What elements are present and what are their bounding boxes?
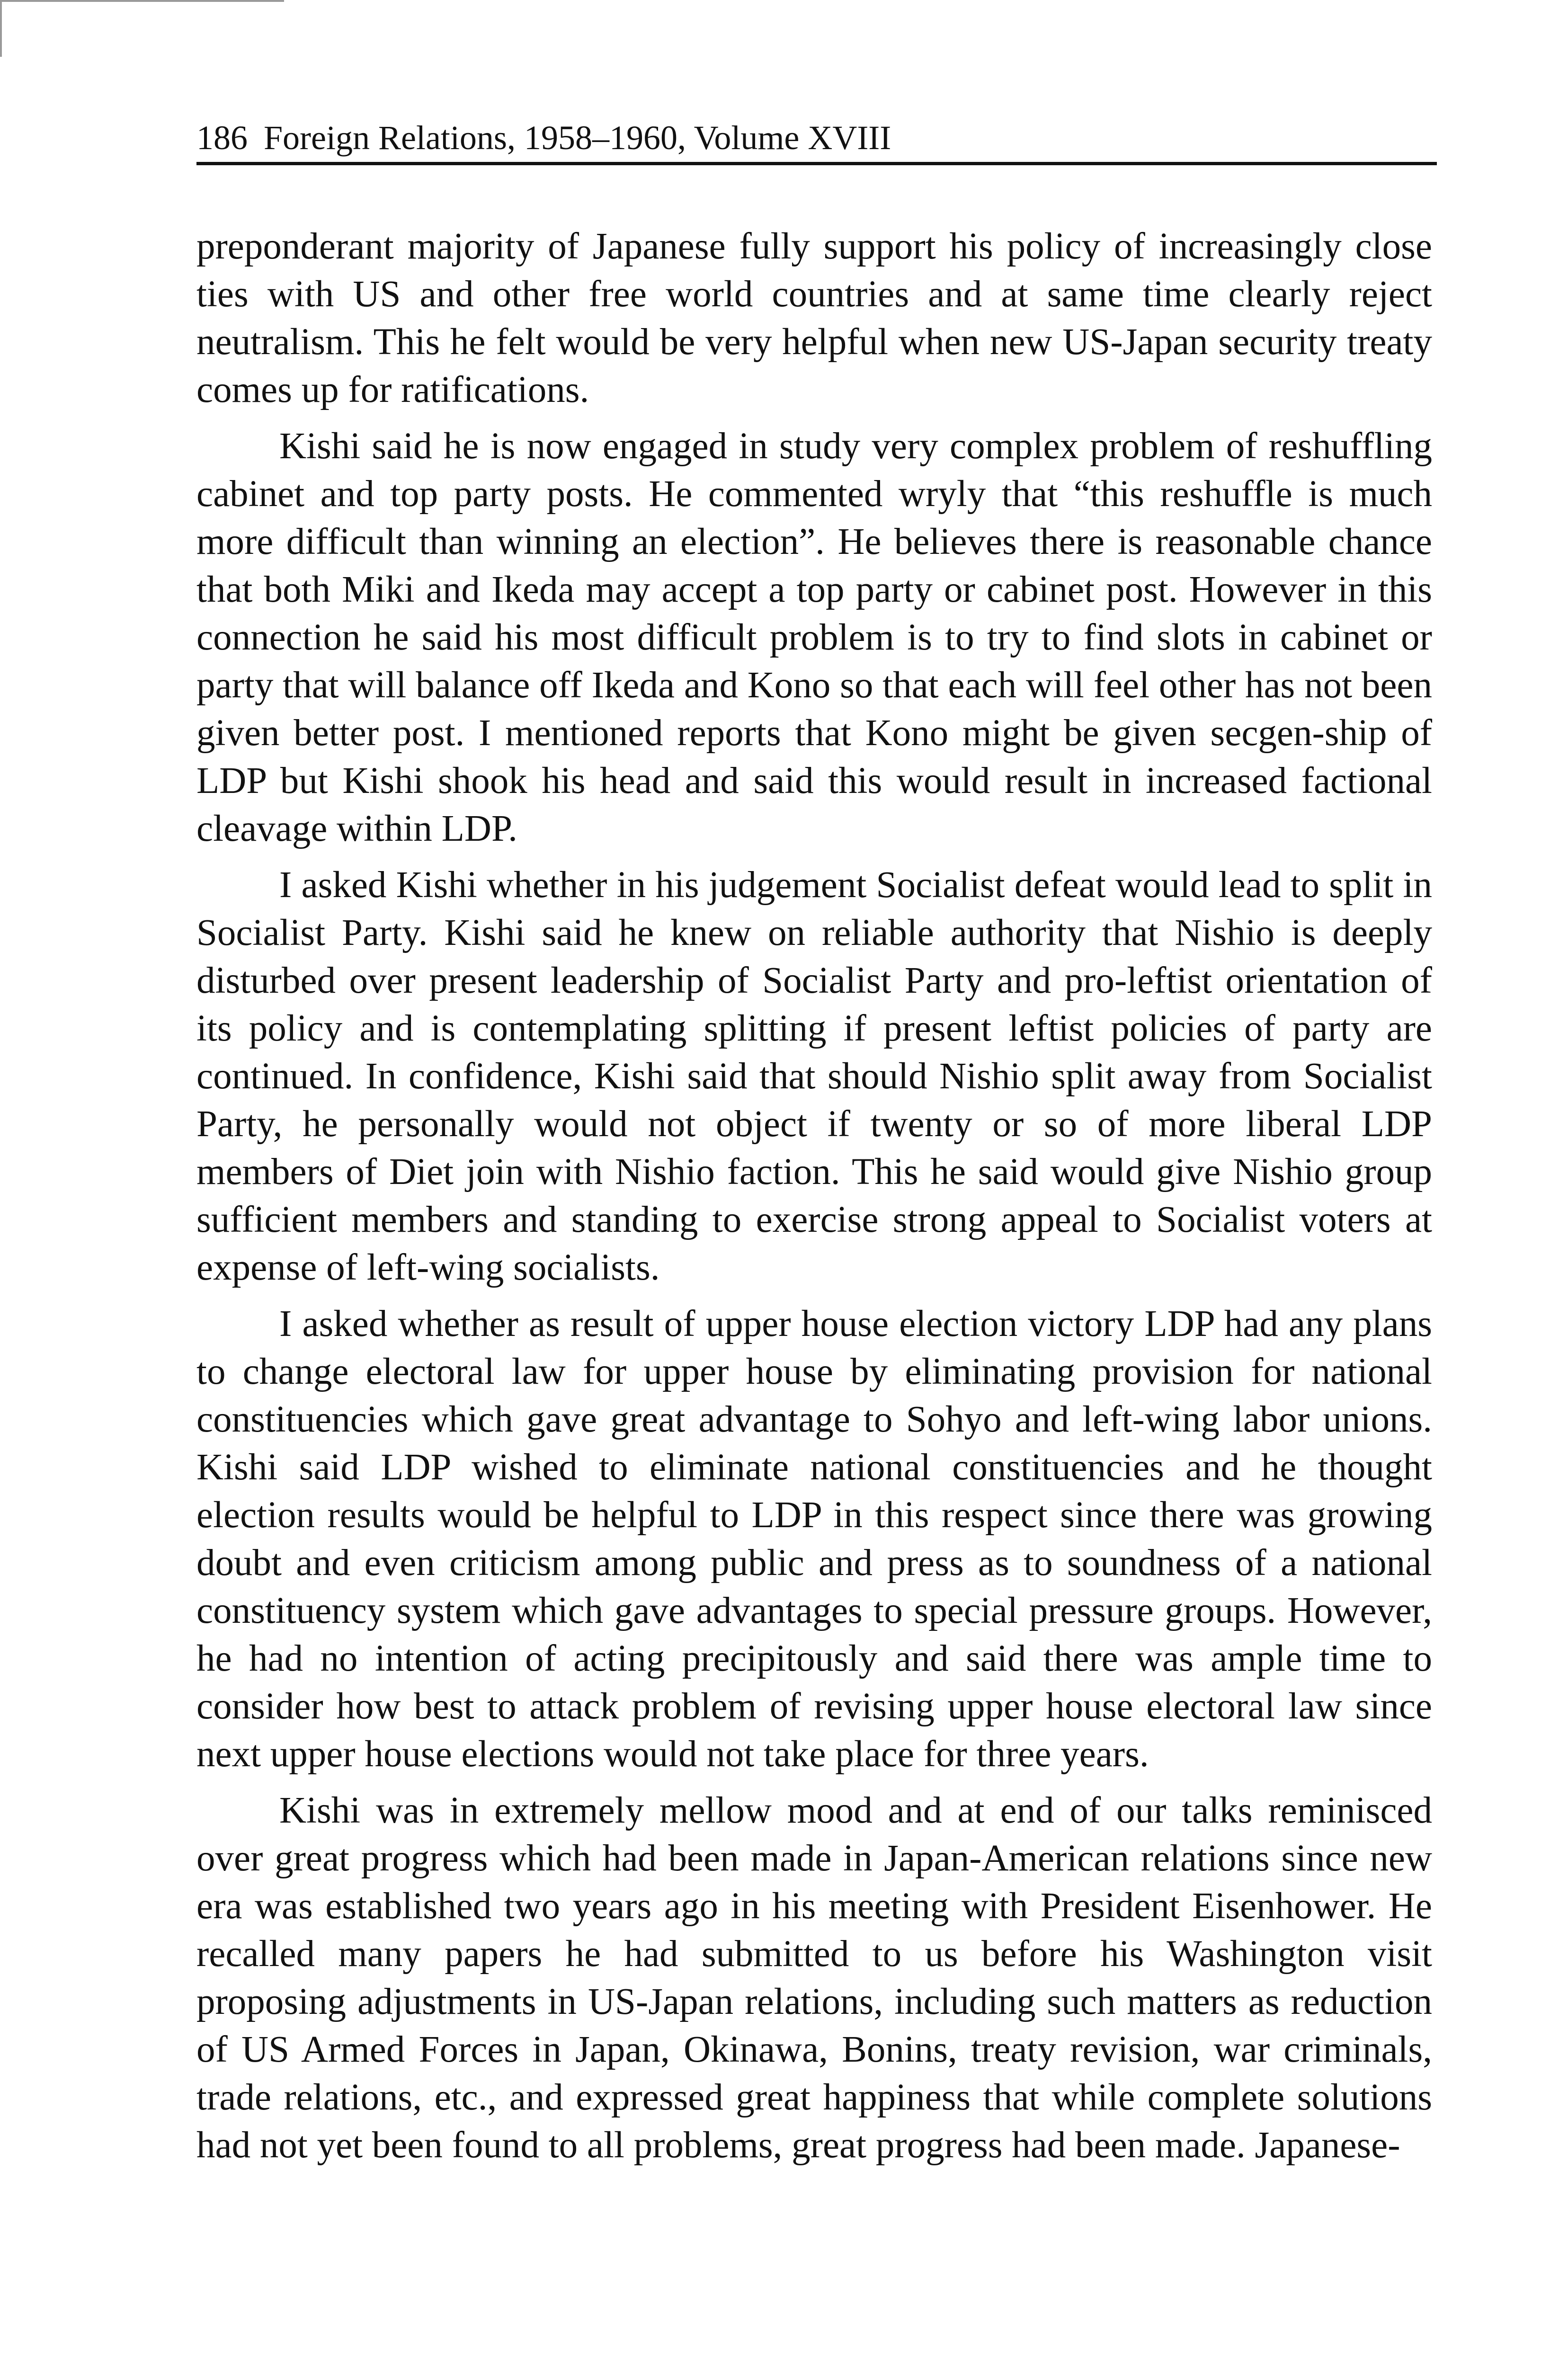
paragraph-cabinet-reshuffle: Kishi said he is now engaged in study very complex problem of reshuffling cabinet and top party posts. He commented wryly that “this reshuffle is much more difficult than winning an election”. He believes there is reasonable chance that both Miki and Ikeda may accept a top party or cabinet post. However in this connection he said his most difficult problem is to try to find slots in cabinet or party that will balance off Ikeda and Kono so that each will feel other has not been given better post. I mentioned reports that Kono might be given secgen-ship of LDP but Kishi shook his head and said this would result in increased factional cleavage within LDP. xyxy=(196,426,1432,849)
paragraph-continued: preponderant majority of Japanese fully support his policy of increasingly close ties with US and other free world countries and at same time clearly reject neutralism. This he felt would be very helpful when new US-Japan security treaty comes up for ratifications. xyxy=(196,226,1432,410)
page-number: 186 xyxy=(196,119,248,157)
scan-edge-left xyxy=(0,0,2,57)
running-head xyxy=(196,116,1437,165)
paragraph-reminiscence: Kishi was in extremely mellow mood and at end of our talks reminisced over great progress which had been made in Japan-American relations since new era was established two years ago in his meeting with President Eisenhower. He recalled many papers he had submitted to us before his Washington visit proposing adjustments in US-Japan relations, including such matters as reduction of US Armed Forces in Japan, Okinawa, Bonins, treaty revision, war criminals, trade relations, etc., and expressed great happiness that while complete solutions had not yet been found to all problems, great progress had been made. Japanese- xyxy=(196,1790,1432,2166)
scan-edge-top xyxy=(0,0,284,2)
body-text xyxy=(196,222,1432,2178)
paragraph-socialist-split: I asked Kishi whether in his judgement Socialist defeat would lead to split in Socialist Party. Kishi said he knew on reliable authority that Nishio is deeply disturbed over present leadership of Socialist Party and pro-leftist orientation of its policy and is contemplating splitting if present leftist policies of party are continued. In confidence, Kishi said that should Nishio split away from Socialist Party, he personally would not object if twenty or so of more liberal LDP members of Diet join with Nishio faction. This he said would give Nishio group sufficient members and standing to exercise strong appeal to Socialist voters at expense of left-wing socialists. xyxy=(196,864,1432,1288)
paragraph-electoral-law: I asked whether as result of upper house election victory LDP had any plans to change electoral law for upper house by eliminating provision for national constituencies which gave great advantage to Sohyo and left-wing labor unions. Kishi said LDP wished to eliminate national constituencies and he thought election results would be helpful to LDP in this respect since there was growing doubt and even criticism among public and press as to soundness of a national constituency system which gave advantages to special pressure groups. However, he had no intention of acting precipitously and said there was ample time to consider how best to attack problem of revising upper house electoral law since next upper house elections would not take place for three years. xyxy=(196,1303,1432,1775)
running-head-title: Foreign Relations, 1958–1960, Volume XVIII xyxy=(264,119,891,157)
